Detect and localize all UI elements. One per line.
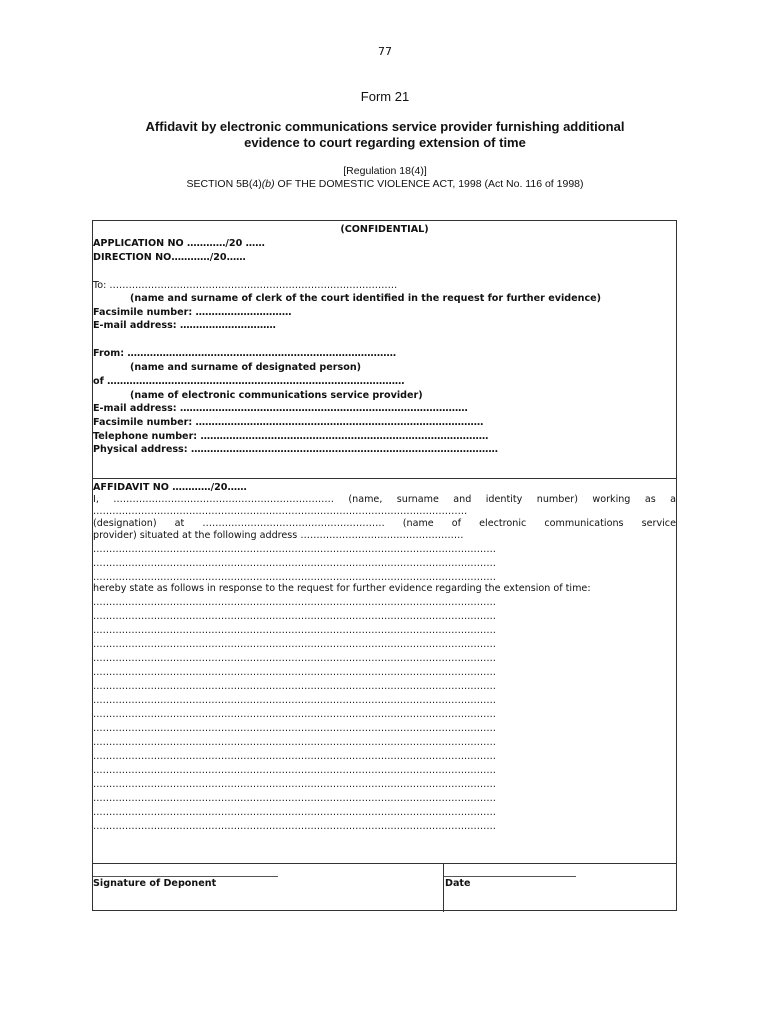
form-box: [92, 220, 677, 911]
evidence-dot-line: ………………………………………………………………………………………………………………: [93, 597, 496, 608]
signature-section: [93, 863, 676, 912]
evidence-dot-line: ………………………………………………………………………………………………………………: [93, 667, 496, 678]
evidence-dot-line: ………………………………………………………………………………………………………………: [93, 709, 496, 720]
signature-of-deponent-label: Signature of Deponent: [93, 878, 217, 889]
section-suffix: OF THE DOMESTIC VIOLENCE ACT, 1998 (Act No. 116 of 1998): [274, 178, 584, 190]
statement-line: hereby state as follows in response to the request for further evidence regarding the extension of time:: [93, 583, 591, 594]
signature-divider: [443, 864, 444, 912]
evidence-dot-line: ………………………………………………………………………………………………………………: [93, 723, 496, 734]
of-line: of …………………………………………………………………………………: [93, 376, 405, 387]
regulation-reference: [0, 165, 770, 191]
section-reference: [0, 178, 770, 191]
to-caption: (name and surname of clerk of the court identified in the request for further evidence): [130, 293, 602, 304]
from-email: E-mail address: ………………………………………………………………………………: [93, 403, 468, 414]
evidence-dot-line: ………………………………………………………………………………………………………………: [93, 639, 496, 650]
section-prefix: SECTION 5B(4): [186, 178, 262, 190]
evidence-dot-line: ………………………………………………………………………………………………………………: [93, 625, 496, 636]
page-number: 77: [378, 45, 392, 58]
from-line: From: …………………………………………………………………………: [93, 348, 397, 359]
regulation: [Regulation 18(4)]: [343, 165, 427, 177]
affidavit-line-2: ………………………………………………………………………………………………………: [93, 506, 468, 517]
evidence-dot-line: ………………………………………………………………………………………………………………: [93, 695, 496, 706]
evidence-dot-line: ………………………………………………………………………………………………………………: [93, 611, 496, 622]
to-line: To: ………………………………………………………………………………: [93, 280, 398, 291]
address-dot-line: ………………………………………………………………………………………………………………: [93, 558, 496, 569]
evidence-dot-line: ………………………………………………………………………………………………………………: [93, 737, 496, 748]
evidence-dot-line: ………………………………………………………………………………………………………………: [93, 751, 496, 762]
date-label: Date: [445, 878, 471, 889]
affidavit-no: AFFIDAVIT NO …………/20……: [93, 482, 247, 493]
from-facsimile: Facsimile number: ………………………………………………………………………………: [93, 417, 484, 428]
to-email: E-mail address: …………………………: [93, 320, 276, 331]
application-no: APPLICATION NO …………/20 ……: [93, 238, 265, 249]
affidavit-line-1: I, …………………………………………………………… (name, surname and identity number) working as a: [93, 494, 676, 505]
evidence-dot-line: ………………………………………………………………………………………………………………: [93, 779, 496, 790]
deponent-signature-line: [93, 876, 278, 877]
evidence-dot-line: ………………………………………………………………………………………………………………: [93, 765, 496, 776]
evidence-dot-line: ………………………………………………………………………………………………………………: [93, 821, 496, 832]
address-dot-line: ………………………………………………………………………………………………………………: [93, 544, 496, 555]
header-section: [93, 221, 676, 479]
evidence-dot-line: ………………………………………………………………………………………………………………: [93, 653, 496, 664]
affidavit-line-3: (designation) at ………………………………………………… (name of electronic communications service: [93, 518, 676, 529]
evidence-dot-line: ………………………………………………………………………………………………………………: [93, 793, 496, 804]
affidavit-line-4: provider) situated at the following address ……………………………………………: [93, 530, 464, 541]
from-caption: (name and surname of designated person): [130, 362, 362, 373]
evidence-dot-line: ………………………………………………………………………………………………………………: [93, 807, 496, 818]
of-caption: (name of electronic communications service provider): [130, 390, 423, 401]
form-title: [0, 119, 770, 151]
direction-no: DIRECTION NO…………/20……: [93, 252, 246, 263]
evidence-dot-line: ………………………………………………………………………………………………………………: [93, 681, 496, 692]
to-facsimile: Facsimile number: …………………………: [93, 307, 292, 318]
address-dot-line: ………………………………………………………………………………………………………………: [93, 572, 496, 583]
telephone-number: Telephone number: ………………………………………………………………………………: [93, 431, 489, 442]
title-line-2: evidence to court regarding extension of time: [244, 135, 526, 150]
section-italic: (b): [261, 178, 275, 190]
title-line-1: Affidavit by electronic communications service provider furnishing additional: [145, 119, 625, 134]
confidential-label: (CONFIDENTIAL): [340, 224, 429, 235]
date-signature-line: [444, 876, 576, 877]
physical-address: Physical address: ……………………………………………………………………………………: [93, 444, 498, 455]
form-number: Form 21: [360, 89, 410, 104]
